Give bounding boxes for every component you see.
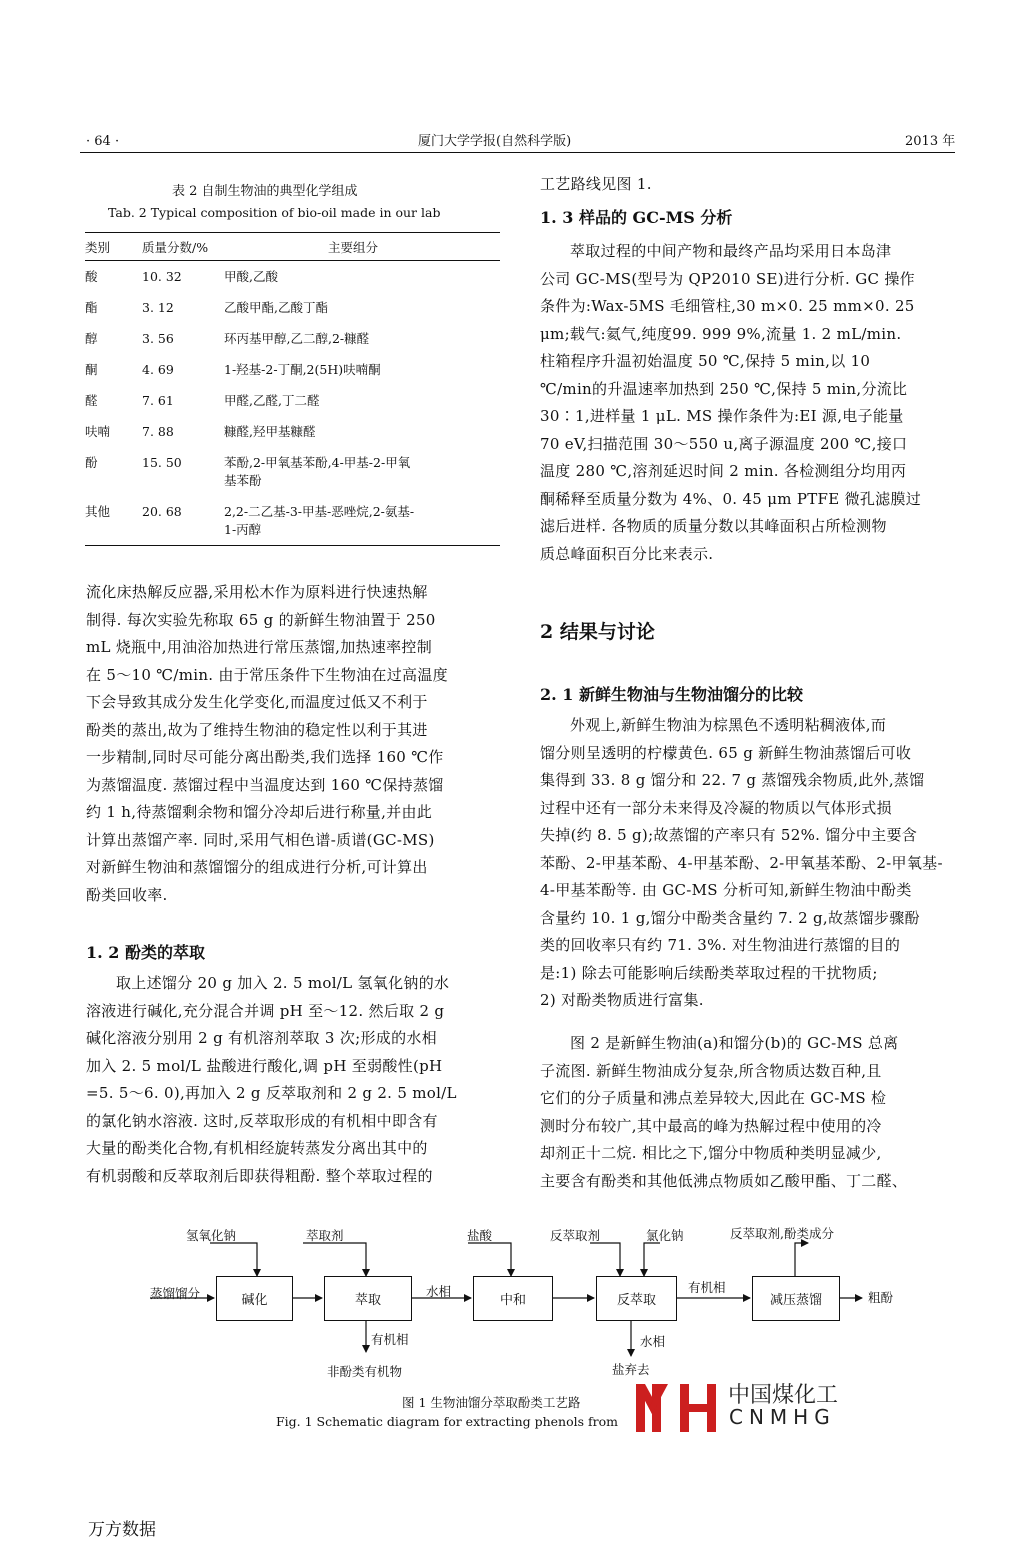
journal-year: 2013 年 — [905, 134, 956, 149]
box-alkalization: 碱化 — [216, 1276, 293, 1321]
cell-category: 醇 — [85, 331, 98, 346]
cell-components: 乙酸甲酯,乙酸丁酯 — [224, 300, 328, 315]
cell-category: 酯 — [85, 300, 98, 315]
box-vacuum-distillation: 减压蒸馏 — [752, 1276, 840, 1321]
table-caption-en: Tab. 2 Typical composition of bio-oil made in our lab — [108, 205, 441, 220]
cnmhg-logo-icon — [632, 1378, 722, 1434]
text-line: 条件为:Wax-5MS 毛细管柱,30 m×0. 25 mm×0. 25 — [540, 297, 915, 315]
text-line: 滤后进样. 各物质的质量分数以其峰面积占所检测物 — [540, 517, 887, 535]
label-back-extractant: 反萃取剂 — [550, 1228, 601, 1243]
cell-components: 甲酸,乙酸 — [224, 269, 278, 284]
label-feed: 蒸馏馏分 — [150, 1286, 201, 1301]
text-line: 2) 对酚类物质进行富集. — [540, 991, 704, 1009]
text-line: 计算出蒸馏产率. 同时,采用气相色谱-质谱(GC-MS) — [86, 830, 435, 849]
text-line: 一步精制,同时尽可能分离出酚类,我们选择 160 ℃作 — [86, 748, 444, 766]
text-line: 苯酚、2-甲基苯酚、4-甲基苯酚、2-甲氧基苯酚、2-甲氧基- — [540, 853, 943, 872]
label-naoh: 氢氧化钠 — [186, 1228, 237, 1243]
section-heading-1-2: 1. 2 酚类的萃取 — [86, 943, 205, 962]
cell-components: 环丙基甲醇,乙二醇,2-糠醛 — [224, 331, 370, 346]
text-line: 子流图. 新鲜生物油成分复杂,所含物质达数百种,且 — [540, 1061, 882, 1080]
text-line: 制得. 每次实验先称取 65 g 的新鲜生物油置于 250 — [86, 610, 436, 629]
table-caption-cn: 表 2 自制生物油的典型化学组成 — [172, 184, 358, 199]
text-line: 30∶1,进样量 1 μL. MS 操作条件为:EI 源,电子能量 — [540, 407, 904, 425]
figure-caption-cn: 图 1 生物油馏分萃取酚类工艺路 — [402, 1395, 581, 1410]
cell-category: 醛 — [85, 393, 98, 408]
label-recovered: 反萃取剂,酚类成分 — [730, 1226, 834, 1241]
text-line: 公司 GC-MS(型号为 QP2010 SE)进行分析. GC 操作 — [540, 269, 915, 288]
box-back-extraction: 反萃取 — [596, 1276, 677, 1321]
cell-line: 2,2-二乙基-3-甲基-恶唑烷,2-氨基- — [224, 504, 415, 519]
text-line: mL 烧瓶中,用油浴加热进行常压蒸馏,加热速率控制 — [86, 638, 432, 656]
arrow-extractant — [303, 1243, 366, 1276]
text-line: 酚类的蒸出,故为了维持生物油的稳定性以利于其进 — [86, 720, 428, 739]
text-line: 4-甲基苯酚等. 由 GC-MS 分析可知,新鲜生物油中酚类 — [540, 881, 912, 899]
cell-components: 糠醛,羟甲基糠醛 — [224, 424, 316, 439]
logo-text-en: CNMHG — [729, 1405, 836, 1429]
cell-category: 其他 — [85, 496, 142, 546]
text-line: 质总峰面积百分比来表示. — [540, 544, 714, 563]
text-line: 它们的分子质量和沸点差异较大,因此在 GC-MS 检 — [540, 1089, 887, 1107]
cell-line: 苯酚,2-甲氧基苯酚,4-甲基-2-甲氧 — [224, 455, 411, 470]
text-line: 为蒸馏温度. 蒸馏过程中当温度达到 160 ℃保持蒸馏 — [86, 775, 444, 794]
page-number: · 64 · — [86, 134, 120, 149]
cell-components: 1-羟基-2-丁酮,2(5H)呋喃酮 — [224, 362, 381, 377]
text-line: 是:1) 除去可能影响后续酚类萃取过程的干扰物质; — [540, 963, 878, 982]
text-line: 却剂正十二烷. 相比之下,馏分中物质种类明显减少, — [540, 1144, 882, 1162]
label-organic-down: 有机相 — [371, 1332, 409, 1347]
text-line: 类的回收率只有约 71. 3%. 对生物油进行蒸馏的目的 — [540, 936, 901, 954]
cell-value: 7. 88 — [142, 424, 174, 439]
cell-value: 7. 61 — [142, 393, 174, 408]
text-line: 流化床热解反应器,采用松木作为原料进行快速热解 — [86, 583, 428, 601]
text-line: ℃/min的升温速率加热到 250 ℃,保持 5 min,分流比 — [540, 379, 908, 398]
text-line: 对新鲜生物油和蒸馏馏分的组成进行分析,可计算出 — [86, 858, 428, 876]
label-extractant: 萃取剂 — [306, 1228, 344, 1243]
cell-value: 10. 32 — [142, 269, 182, 284]
text-line: 酮稀释至质量分数为 4%、0. 45 μm PTFE 微孔滤膜过 — [540, 489, 922, 508]
cell-value: 4. 69 — [142, 362, 174, 377]
text-line: 含量约 10. 1 g,馏分中酚类含量约 7. 2 g,故蒸馏步骤酚 — [540, 908, 920, 927]
label-crude-phenol: 粗酚 — [868, 1290, 894, 1305]
label-organic-phase: 有机相 — [688, 1280, 726, 1295]
logo-text-cn: 中国煤化工 — [728, 1383, 839, 1408]
cell-category: 酚 — [85, 455, 98, 470]
label-discard-salt: 盐弃去 — [612, 1362, 650, 1377]
cell-category: 呋喃 — [85, 424, 111, 439]
text-line: 约 1 h,待蒸馏剩余物和馏分冷却后进行称量,并由此 — [86, 803, 433, 821]
figure-caption-en: Fig. 1 Schematic diagram for extracting phenols from — [276, 1414, 619, 1429]
text-line: 集得到 33. 8 g 馏分和 22. 7 g 蒸馏残余物质,此外,蒸馏 — [540, 771, 925, 789]
arrow-naoh — [210, 1243, 257, 1276]
text-line: =5. 5～6. 0),再加入 2 g 反萃取剂和 2 g 2. 5 mol/L — [86, 1084, 457, 1102]
th-components: 主要组分 — [224, 233, 500, 261]
section-heading-1-3: 1. 3 样品的 GC-MS 分析 — [540, 208, 733, 227]
text-line: 下会导致其成分发生化学变化,而温度过低又不利于 — [86, 693, 428, 711]
text-line: μm;载气:氦气,纯度99. 999 9%,流量 1. 2 mL/min. — [540, 324, 902, 343]
text-line: 溶液进行碱化,充分混合并调 pH 至～12. 然后取 2 g — [86, 1001, 445, 1020]
cell-value: 20. 68 — [142, 496, 224, 546]
text-line: 测时分布较广,其中最高的峰为热解过程中使用的冷 — [540, 1116, 882, 1135]
arrow-recovered — [795, 1243, 808, 1276]
cell-value: 3. 56 — [142, 331, 174, 346]
section-heading-2-1: 2. 1 新鲜生物油与生物油馏分的比较 — [540, 685, 803, 704]
cell-line: 基苯酚 — [224, 473, 262, 488]
label-nacl: 氯化钠 — [646, 1228, 684, 1243]
arrow-nacl — [644, 1243, 660, 1276]
cell-value: 15. 50 — [142, 455, 182, 470]
text-line: 的氯化钠水溶液. 这时,反萃取形成的有机相中即含有 — [86, 1111, 438, 1130]
text-line: 柱箱程序升温初始温度 50 ℃,保持 5 min,以 10 — [540, 352, 871, 370]
arrow-hcl — [468, 1243, 511, 1276]
th-category: 类别 — [85, 233, 142, 261]
arrow-back-extractant — [590, 1243, 620, 1276]
right-intro-line: 工艺路线见图 1. — [540, 175, 652, 193]
text-line: 萃取过程的中间产物和最终产品均采用日本岛津 — [570, 242, 892, 260]
text-line: 酚类回收率. — [86, 885, 168, 904]
text-line: 碱化溶液分别用 2 g 有机溶剂萃取 3 次;形成的水相 — [86, 1029, 437, 1047]
text-line: 加入 2. 5 mol/L 盐酸进行酸化,调 pH 至弱酸性(pH — [86, 1056, 443, 1075]
label-hcl: 盐酸 — [467, 1228, 493, 1243]
label-nonphenol: 非酚类有机物 — [327, 1364, 403, 1379]
section-heading-2: 2 结果与讨论 — [540, 621, 655, 643]
text-line: 在 5～10 ℃/min. 由于常压条件下生物油在过高温度 — [86, 665, 448, 684]
th-mass-fraction: 质量分数/% — [142, 233, 224, 261]
journal-title: 厦门大学学报(自然科学版) — [418, 134, 572, 149]
text-line: 图 2 是新鲜生物油(a)和馏分(b)的 GC-MS 总离 — [570, 1034, 899, 1052]
text-line: 馏分则呈透明的柠檬黄色. 65 g 新鲜生物油蒸馏后可收 — [540, 743, 912, 762]
cell-components: 甲醛,乙醛,丁二醛 — [224, 393, 320, 408]
text-line: 过程中还有一部分未来得及冷凝的物质以气体形式损 — [540, 798, 892, 817]
footer-watermark: 万方数据 — [88, 1520, 156, 1540]
box-neutralization: 中和 — [473, 1276, 553, 1321]
text-line: 外观上,新鲜生物油为棕黑色不透明粘稠液体,而 — [570, 716, 887, 734]
cell-category: 酮 — [85, 362, 98, 377]
text-line: 温度 280 ℃,溶剂延迟时间 2 min. 各检测组分均用丙 — [540, 462, 907, 480]
text-line: 有机弱酸和反萃取剂后即获得粗酚. 整个萃取过程的 — [86, 1166, 433, 1185]
text-line: 大量的酚类化合物,有机相经旋转蒸发分离出其中的 — [86, 1139, 428, 1157]
text-line: 70 eV,扫描范围 30～550 u,离子源温度 200 ℃,接口 — [540, 434, 908, 453]
cell-line: 1-丙醇 — [224, 522, 262, 537]
text-line: 取上述馏分 20 g 加入 2. 5 mol/L 氢氧化钠的水 — [116, 974, 450, 992]
box-extraction: 萃取 — [324, 1276, 412, 1321]
text-line: 主要含有酚类和其他低沸点物质如乙酸甲酯、丁二醛、 — [540, 1171, 908, 1190]
label-aqueous-down: 水相 — [640, 1334, 666, 1349]
cell-value: 3. 12 — [142, 300, 174, 315]
label-water-phase: 水相 — [426, 1284, 452, 1299]
cell-category: 酸 — [85, 269, 98, 284]
text-line: 失掉(约 8. 5 g);故蒸馏的产率只有 52%. 馏分中主要含 — [540, 826, 918, 844]
